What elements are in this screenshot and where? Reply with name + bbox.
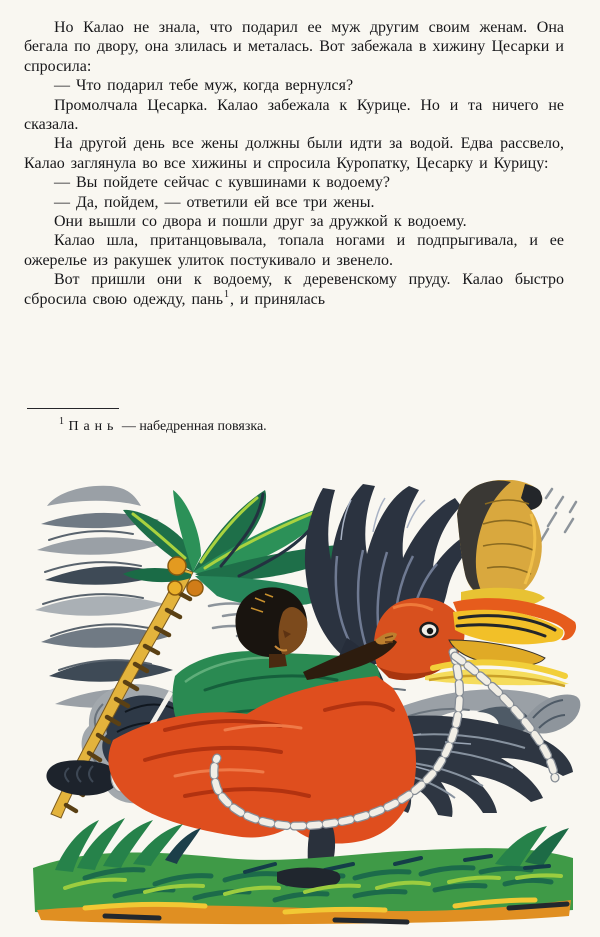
wind-hatches-top-right [539,489,576,544]
footnote-term: Пань [68,419,119,434]
footnote-marker: 1 [59,416,64,428]
story-illustration [25,480,585,930]
story-paragraph: Но Калао не знала, что подарил ее муж другим своим женам. Она бегала по двору, она злилась и металась. Вот забежала в хижину Цесарки и спросила: [24,19,564,75]
story-text [24,18,564,309]
story-paragraph: — Вы пойдете сейчас с кувшинами к водоему? [54,174,390,192]
story-paragraph: На другой день все жены должны были идти за водой. Едва рассвело, Калао заглянула во все хижины и спросила Куропатку, Цесарку и Курицу: [24,135,564,172]
footnote-definition: — набедренная повязка. [121,419,267,434]
story-paragraph: — Что подарил тебе муж, когда вернулся? [54,77,354,95]
illustration-canvas [25,480,585,930]
story-paragraph-with-footnote [24,270,564,309]
story-paragraph: — Да, пойдем, — ответили ей все три жены. [54,193,375,211]
footnote [24,418,564,435]
footnote-divider [27,408,119,409]
footnote-reference: 1 [223,289,229,301]
story-paragraph: Калао шла, пританцовывала, топала ногами и подпрыгивала, и ее ожерелье из ракушек улиток постукивало и звенело. [24,232,564,269]
story-paragraph: Они вышли со двора и пошли друг за дружкой к водоему. [54,213,467,231]
story-text-before-sup: Вот пришли они к водоему, к деревенскому пруду. Калао быстро сбросила свою одежду, пань [24,271,564,308]
rider-left-foot [46,760,117,795]
story-paragraph: Промолчала Цесарка. Калао забежала к Курице. Но и та ничего не сказала. [24,96,564,134]
bird-casque [457,480,545,611]
story-text-after-sup: , и принялась [229,290,326,308]
